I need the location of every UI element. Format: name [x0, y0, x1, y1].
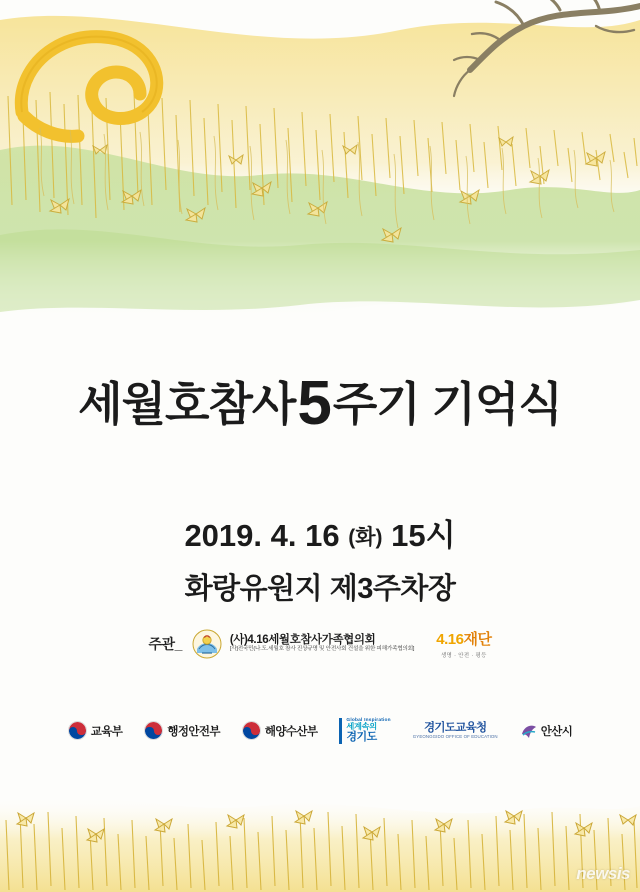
event-weekday: (화) [348, 526, 383, 549]
host-organization-name: (사)4.16세월호참사가족협의회 [229, 634, 376, 647]
taegeuk-icon [144, 721, 163, 740]
sponsor-ansan-city [520, 722, 573, 740]
watermark: newsis [576, 864, 630, 883]
host-row [0, 628, 640, 659]
sponsor-name: 안산시 [540, 725, 573, 738]
host-organization [230, 634, 414, 653]
taegeuk-icon [242, 721, 261, 740]
sponsor-name: 해양수산부 [264, 725, 318, 738]
sponsor-mof [242, 721, 318, 740]
foundation-logo [436, 628, 491, 659]
foundation-logo-number: 4.16 [436, 631, 464, 648]
sponsor-gyeonggi-province [339, 718, 390, 744]
sponsor-name-en: GYEONGGIDO OFFICE OF EDUCATION [412, 733, 498, 739]
foundation-logo-tagline: 생명 · 안전 · 평등 [441, 653, 487, 659]
sponsor-name: 경기도교육청 [424, 722, 487, 735]
host-label: 주관_ [148, 635, 182, 652]
event-info [0, 515, 640, 607]
poster-title [0, 368, 640, 439]
sponsor-mois [144, 721, 220, 740]
host-organization-fullname: [사]전국민(나.도.세월호 참사 진상규명 및 안전사회 건설을 위한 피해가족협의회] [229, 646, 415, 653]
family-council-emblem-icon [192, 629, 222, 659]
event-date-line [0, 515, 640, 557]
title-prefix: 세월호참사 [78, 378, 296, 430]
sponsor-name: 교육부 [90, 725, 123, 738]
title-suffix: 주기 기억식 [332, 378, 562, 430]
event-place: 화랑유원지 제3주차장 [184, 572, 456, 605]
sponsor-moe [68, 721, 123, 740]
bottom-artwork [0, 762, 640, 892]
foundation-logo-word: 재단 [463, 631, 492, 648]
ansan-city-icon [520, 722, 538, 740]
title-highlight-number: 5 [297, 369, 331, 438]
event-time: 15시 [391, 518, 456, 553]
gyeonggi-tagline-en: Global Inspiration [346, 718, 391, 723]
sponsor-gyeonggi-education-office [413, 722, 498, 739]
gyeonggi-brand-icon [339, 718, 390, 744]
taegeuk-icon [68, 721, 87, 740]
gyeonggi-tagline-kr: 세계속의 [346, 722, 377, 732]
gyeonggi-edu-icon [413, 722, 498, 739]
top-artwork [0, 0, 640, 360]
sponsor-row [0, 718, 640, 744]
sponsor-name: 경기도 [346, 731, 377, 744]
sponsor-name: 행정안전부 [167, 725, 220, 738]
event-date: 2019. 4. 16 [184, 518, 340, 553]
